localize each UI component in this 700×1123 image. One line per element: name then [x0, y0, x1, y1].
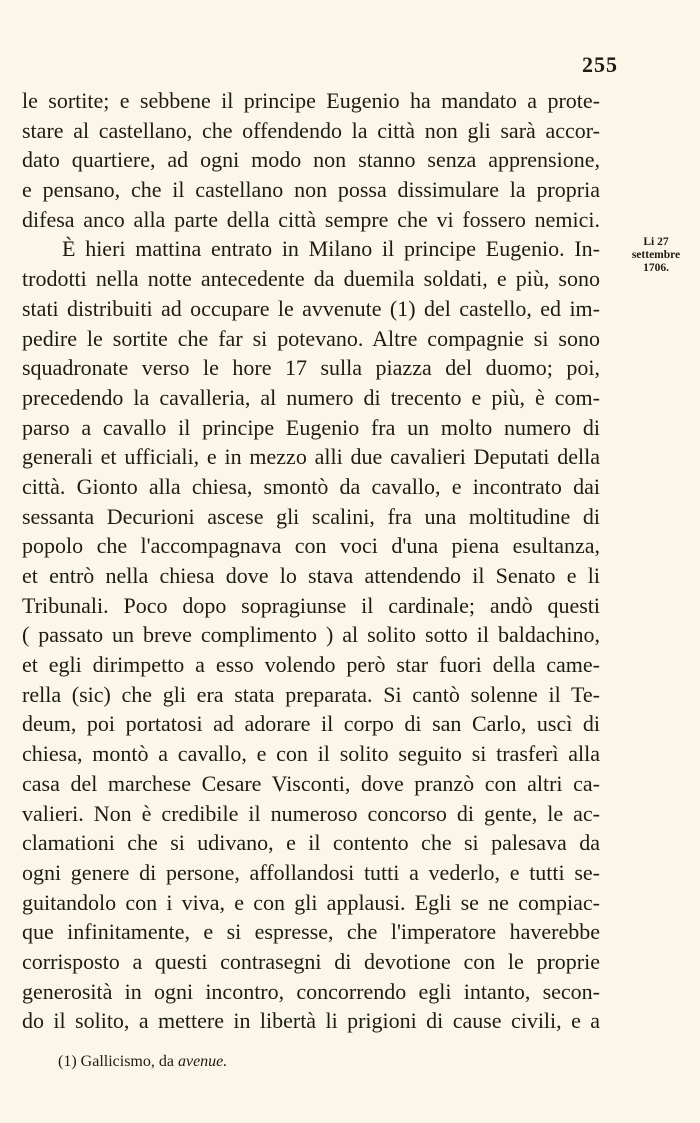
text-line: dato quartiere, ad ogni modo non stanno senza apprensione,: [22, 147, 600, 173]
text-line: pedire le sortite che far si potevano. Altre compagnie si sono: [22, 325, 600, 351]
body-text: [22, 86, 600, 1036]
text-line: do il solito, a mettere in libertà li prigioni di cause civili, e a: [22, 1008, 600, 1034]
text-line: città. Gionto alla chiesa, smontò da cavallo, e incontrato dai: [22, 473, 600, 499]
text-line: que infinitamente, e si espresse, che l'imperatore haverebbe: [22, 919, 600, 945]
margin-note-line-1: Li 27: [643, 236, 669, 248]
text-line: precedendo la cavalleria, al numero di trecento e più, è com-: [22, 384, 600, 410]
text-line: rella (sic) che gli era stata preparata. Si cantò solenne il Te-: [22, 681, 600, 707]
text-line: stati distribuiti ad occupare le avvenute (1) del castello, ed im-: [22, 295, 600, 321]
margin-note-line-2: settembre: [631, 249, 681, 261]
text-line: le sortite; e sebbene il principe Eugenio ha mandato a prote-: [22, 88, 600, 113]
text-line: ogni genere di persone, affollandosi tutti a vederlo, e tutti se-: [22, 859, 600, 885]
footnote: [58, 1052, 227, 1072]
footnote-text: Gallicismo, da: [80, 1053, 174, 1070]
text-line: generali et ufficiali, e in mezzo alli due cavalieri Deputati della: [22, 444, 600, 470]
footnote-marker: (1): [58, 1053, 77, 1070]
text-line: generosità in ogni incontro, concorrendo egli intanto, secon-: [22, 978, 600, 1004]
page-number: 255: [582, 52, 618, 77]
text-line: difesa anco alla parte della città sempre che vi fossero nemici.: [22, 206, 600, 232]
text-line: popolo che l'accompagnava con voci d'una piena esultanza,: [22, 533, 600, 559]
text-line: ( passato un breve complimento ) al solito sotto il baldachino,: [22, 622, 600, 648]
text-line: chiesa, montò a cavallo, e con il solito seguito si trasferì alla: [22, 741, 600, 767]
text-line: clamationi che si udivano, e il contento che si palesava da: [22, 830, 600, 856]
text-line: È hieri mattina entrato in Milano il principe Eugenio. In-: [62, 236, 600, 262]
text-line: stare al castellano, che offendendo la città non gli sarà accor-: [22, 117, 600, 143]
text-line: e pensano, che il castellano non possa dissimulare la propria: [22, 177, 600, 203]
text-line: casa del marchese Cesare Visconti, dove pranzò con altri ca-: [22, 770, 600, 796]
text-line: squadronate verso le hore 17 sulla piazza del duomo; poi,: [22, 355, 600, 381]
footnote-italic-word: avenue.: [177, 1053, 228, 1070]
text-line: guitandolo con i viva, e con gli applausi. Egli se ne compiac-: [22, 889, 600, 915]
text-line: parso a cavallo il principe Eugenio fra un molto numero di: [22, 414, 600, 440]
text-line: trodotti nella notte antecedente da duemila soldati, e più, sono: [22, 266, 600, 292]
text-line: et entrò nella chiesa dove lo stava attendendo il Senato e li: [22, 563, 600, 588]
text-line: Tribunali. Poco dopo sopragiunse il cardinale; andò questi: [22, 592, 600, 618]
text-line: et egli dirimpetto a esso volendo però star fuori della came-: [22, 652, 600, 678]
margin-note-line-3: 1706.: [643, 262, 669, 274]
text-line: deum, poi portatosi ad adorare il corpo di san Carlo, uscì di: [22, 711, 600, 737]
text-line: valieri. Non è credibile il numeroso concorso di gente, le ac-: [22, 800, 600, 826]
margin-note-date: [618, 236, 694, 275]
text-line: sessanta Decurioni ascese gli scalini, fra una moltitudine di: [22, 503, 600, 529]
text-line: corrisposto a questi contrasegni di devotione con le proprie: [22, 948, 600, 974]
